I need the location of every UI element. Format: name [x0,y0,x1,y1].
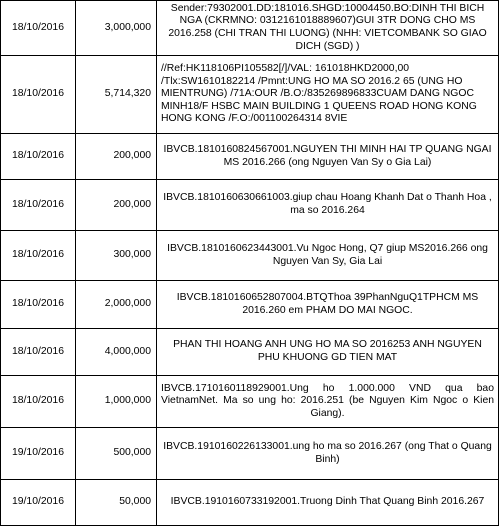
date-cell: 18/10/2016 [1,180,76,231]
description-text: IBVCB.1810160824567001.NGUYEN THI MINH HAI TP QUANG NGAI MS 2016.266 (ong Nguyen Van Sy o Gia Lai) [163,143,492,168]
amount-cell: 200,000 [76,180,157,231]
description-text: Sender:79302001.DD:181016.SHGD:10004450.BO:DINH THI BICH NGA (CKRMNO: 0312161018889607)GUI 3TR DONG CHO MS 2016.258 (CHI TRAN THI LUONG) (NHH: VIETCOMBANK SO GIAO DICH (SGD) ) [168,2,487,52]
description-text: //Ref:HK118106PI105582[/]/VAL: 161018HKD2000,00 /Tlx:SW1610182214 /Pmnt:UNG HO MA SO 2016.2 65 (UNG HO MIENTRUNG) /71A:OUR /B.O:/835269896833CUAM DANG NGOC MINH18/F HSBC MAIN BUILDING 1 QUEENS ROAD HONG KONG HONG KONG /F.O:/001100264314 8VIE [161,63,477,125]
description-cell [157,134,499,180]
amount-cell: 500,000 [76,428,157,480]
description-cell [157,281,499,329]
amount-cell: 50,000 [76,480,157,526]
date-cell: 18/10/2016 [1,376,76,428]
description-cell [157,428,499,480]
description-text: IBVCB.1810160630661003.giup chau Hoang Khanh Dat o Thanh Hoa , ma so 2016.264 [163,192,492,216]
table-row [1,281,499,329]
description-cell [157,480,499,526]
date-cell: 18/10/2016 [1,231,76,281]
table-row [1,231,499,281]
table-row [1,329,499,376]
amount-cell: 2,000,000 [76,281,157,329]
table-row [1,180,499,231]
description-cell [157,180,499,231]
description-text: IBVCB.1910160733192001.Truong Dinh That Quang Binh 2016.267 [170,496,485,508]
table-row [1,1,499,56]
date-cell: 19/10/2016 [1,428,76,480]
description-text: IBVCB.1710160118929001.Ung ho 1.000.000 VND qua bao VietnamNet. Ma so ung ho: 2016.251 (be Nguyen Kim Ngoc o Kien Giang). [161,382,494,419]
amount-cell: 1,000,000 [76,376,157,428]
amount-cell: 200,000 [76,134,157,180]
amount-cell: 300,000 [76,231,157,281]
description-cell [157,329,499,376]
description-text: IBVCB.1910160226133001.ung ho ma so 2016.267 (ong That o Quang Binh) [163,440,492,465]
description-cell [157,56,499,134]
date-cell: 18/10/2016 [1,329,76,376]
description-cell [157,1,499,56]
description-text: IBVCB.1810160623443001.Vu Ngoc Hong, Q7 giup MS2016.266 ong Nguyen Van Sy, Gia Lai [167,242,488,267]
table-row [1,134,499,180]
date-cell: 19/10/2016 [1,480,76,526]
table-row [1,428,499,480]
description-cell [157,376,499,428]
date-cell: 18/10/2016 [1,1,76,56]
amount-cell: 5,714,320 [76,56,157,134]
date-cell: 18/10/2016 [1,281,76,329]
date-cell: 18/10/2016 [1,134,76,180]
date-cell: 18/10/2016 [1,56,76,134]
amount-cell: 3,000,000 [76,1,157,56]
table-row [1,56,499,134]
table-row [1,480,499,526]
description-cell [157,231,499,281]
table-row [1,376,499,428]
description-text: PHAN THI HOANG ANH UNG HO MA SO 2016253 ANH NGUYEN PHU KHUONG GD TIEN MAT [173,339,482,363]
description-text: IBVCB.1810160652807004.BTQThoa 39PhanNguQ1TPHCM MS 2016.260 em PHAM DO MAI NGOC. [176,291,479,316]
amount-cell: 4,000,000 [76,329,157,376]
